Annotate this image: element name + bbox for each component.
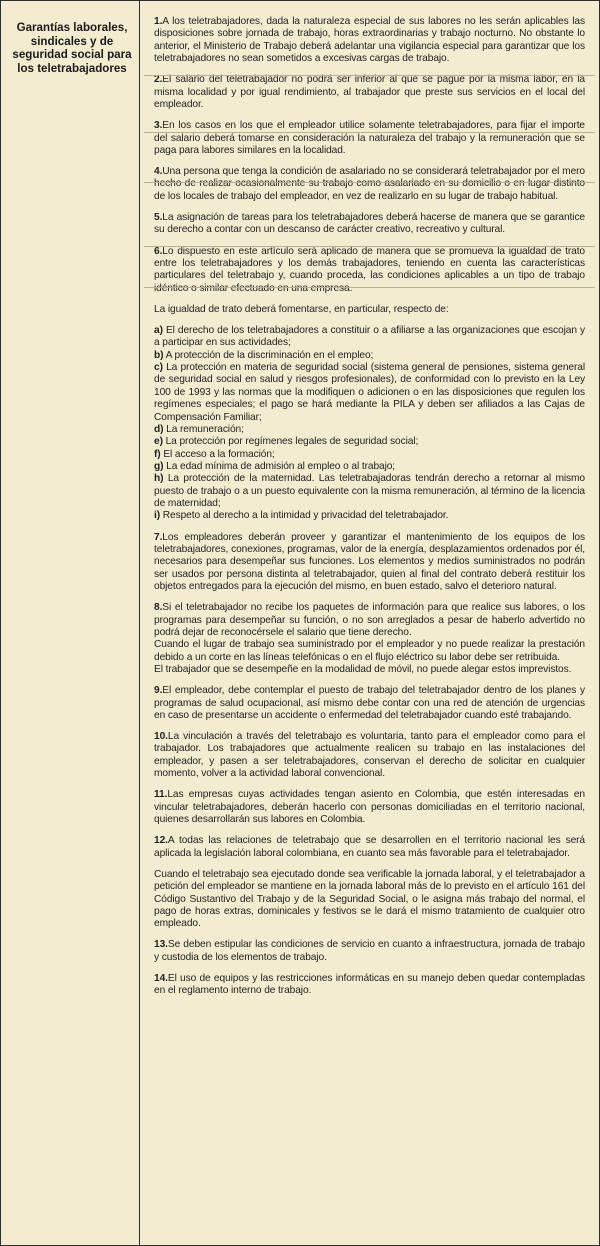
equality-list: [154, 325, 585, 523]
list-letter: b): [154, 349, 164, 361]
equality-intro: La igualdad de trato deberá fomentarse, en particular, respecto de:: [154, 303, 449, 315]
divider: [144, 75, 595, 76]
clause-text: Una persona que tenga la condición de asalariado no se considerará teletrabajador por el mero hecho de realizar ocasionalmente su trabajo como asalariado en su domicilio o en lugar distinto de los locales de trabajo del empleador, en vez de realizarlo en su lugar de trabajo habitual.: [154, 166, 585, 202]
clause-number: 5.: [154, 212, 163, 224]
clause-text: Se deben estipular las condiciones de servicio en cuanto a infraestructura, jornada de trabajo y custodia de los elementos de trabajo.: [154, 939, 585, 963]
clause-8-extra-1: Cuando el lugar de trabajo sea suministrado por el empleador y no puede realizar la prestación debido a un corte en las líneas telefónicas o en el flujo eléctrico su labor debe ser retribuida.: [154, 639, 585, 663]
clause-number: 7.: [154, 531, 163, 543]
clause-12: [154, 835, 585, 860]
list-item-e: [154, 436, 585, 448]
clause-text: El salario del teletrabajador no podrá ser inferior al que se pague por la misma labor, en la misma localidad y por igual rendimiento, al trabajador que preste sus servicios en el local del empleador.: [154, 74, 585, 110]
clause-number: 9.: [154, 685, 163, 697]
list-letter: d): [154, 423, 164, 435]
clause-9: [154, 685, 585, 722]
clause-14: [154, 973, 585, 998]
clause-8: [154, 602, 585, 676]
clause-text: Los empleadores deberán proveer y garantizar el mantenimiento de los equipos de los teletrabajadores, conexiones, programas, valor de la energía, desplazamientos ordenados por él, necesarios para desempeñar sus funciones. Los elementos y medios suministrados no podrán ser usados por persona distinta al teletrabajador, quien al final del contrato deberá restituir los objetos entregados para la ejecución del mismo, en buen estado, salvo el deterioro natural.: [154, 531, 585, 592]
list-letter: e): [154, 436, 163, 448]
list-text: La edad mínima de admisión al empleo o al trabajo;: [166, 460, 396, 472]
clause-text: El uso de equipos y las restricciones informáticas en su manejo deben quedar contempladas en el reglamento interno de trabajo.: [154, 973, 585, 997]
list-letter: a): [154, 325, 163, 337]
list-item-g: [154, 461, 585, 473]
list-item-i: [154, 510, 585, 522]
list-text: El derecho de los teletrabajadores a constituir o a afiliarse a las organizaciones que escojan y a participar en sus actividades;: [154, 325, 585, 349]
clause-11: [154, 789, 585, 826]
clause-number: 6.: [154, 245, 163, 257]
clause-4: [154, 166, 585, 203]
clause-2: [154, 74, 585, 111]
clause-number: 1.: [154, 16, 163, 27]
list-letter: f): [154, 448, 161, 460]
list-text: La protección de la maternidad. Las teletrabajadoras tendrán derecho a retornar al mismo puesto de trabajo o a un puesto equivalente con la misma remuneración, al término de la licencia de maternidad;: [154, 473, 585, 509]
list-item-b: [154, 350, 585, 362]
divider: [144, 287, 595, 288]
list-letter: h): [154, 473, 164, 485]
list-letter: i): [154, 510, 161, 522]
clause-12-extra: Cuando el teletrabajo sea ejecutado donde sea verificable la jornada laboral, y el teletrabajador a petición del empleador se mantiene en la jornada laboral más de lo previsto en el artículo 161 del Código Sustantivo del Trabajo y de la Seguridad Social, o le asigna más trabajo del normal, el pago de horas extras, dominicales y festivos se le dará el mismo tratamiento de cualquier otro empleado.: [154, 868, 585, 930]
section-title: Garantías laborales, sindicales y de seguridad social para los teletrabajadores: [12, 21, 132, 75]
clause-number: 11.: [154, 789, 168, 801]
clause-number: 3.: [154, 120, 163, 132]
clause-text: La asignación de tareas para los teletrabajadores deberá hacerse de manera que se garantice su derecho a contar con un descanso de carácter creativo, recreativo y cultural.: [154, 212, 585, 236]
list-text: A protección de la discriminación en el empleo;: [165, 349, 374, 361]
list-text: El acceso a la formación;: [163, 448, 275, 460]
clause-text: A todas las relaciones de teletrabajo que se desarrollen en el territorio nacional les será aplicada la legislación laboral colombiana, en cuanto sea más favorable para el teletrabajador.: [154, 835, 585, 859]
clause-text: Las empresas cuyas actividades tengan asiento en Colombia, que estén interesadas en vincular teletrabajadores, deberán hacerlo con personas domiciliadas en el territorio nacional, quienes desarrollarán sus labores en Colombia.: [154, 789, 585, 826]
clause-text: En los casos en los que el empleador utilice solamente teletrabajadores, para fijar el importe del salario deberá tomarse en consideración la naturaleza del trabajo y la remuneración que se paga para labores similares en la localidad.: [154, 120, 585, 156]
list-item-f: [154, 449, 585, 461]
list-item-h: [154, 473, 585, 510]
section-content-cell: [140, 1, 599, 1245]
list-text: La protección por regímenes legales de seguridad social;: [165, 436, 419, 448]
divider: [144, 246, 595, 247]
divider: [144, 182, 595, 183]
divider: [144, 132, 595, 133]
clause-text: Lo dispuesto en este artículo será aplicado de manera que se promueva la igualdad de trato entre los teletrabajadores y los demás trabajadores, teniendo en cuenta las características particulares del teletrabajo y, cuando proceda, las condiciones aplicables a un tipo de trabajo idéntico o similar efectuado en una empresa.: [154, 245, 585, 294]
clause-8-extra-2: El trabajador que se desempeñe en la modalidad de móvil, no puede alegar estos imprevistos.: [154, 663, 572, 675]
clause-1: [154, 16, 585, 65]
clause-number: 10.: [154, 731, 168, 743]
clause-13: [154, 939, 585, 964]
clause-number: 12.: [154, 835, 168, 847]
list-item-a: [154, 325, 585, 350]
clause-number: 4.: [154, 166, 163, 178]
list-letter: c): [154, 362, 163, 374]
clause-text: La vinculación a través del teletrabajo es voluntaria, tanto para el empleador como para el trabajador. Los trabajadores que actualmente realicen su trabajo en las instalaciones del empleador, y pasen a ser teletrabajadores, conservan el derecho de solicitar en cualquier momento, volver a la actividad laboral convencional.: [154, 731, 585, 780]
section-label-cell: [1, 1, 140, 1245]
list-text: Respeto al derecho a la intimidad y privacidad del teletrabajador.: [162, 510, 449, 522]
clause-5: [154, 212, 585, 237]
clause-number: 13.: [154, 939, 168, 951]
clause-number: 8.: [154, 602, 163, 614]
list-text: La remuneración;: [166, 423, 244, 435]
clause-number: 14.: [154, 973, 168, 985]
clause-7: [154, 532, 585, 594]
list-item-d: [154, 424, 585, 436]
clause-3: [154, 120, 585, 157]
list-letter: g): [154, 460, 164, 472]
clause-10: [154, 731, 585, 780]
list-text: La protección en materia de seguridad social (sistema general de pensiones, sistema general de seguridad social en salud y riesgos profesionales), de conformidad con lo previsto en la Ley 100 de 1993 y las normas que la modifiquen o adicionen o en las disposiciones que regulen los regímenes especiales; el pago se hará mediante la PILA y deben ser afiliados a las Cajas de Compensación Familiar;: [154, 362, 586, 423]
clause-text: Si el teletrabajador no recibe los paquetes de información para que realice sus labores, o los programas para desempeñar su función, o no son arreglados a pesar de haberlo advertido no podrá dejar de reconocérsele el salario que tiene derecho.: [154, 602, 585, 638]
list-item-c: [154, 362, 585, 424]
clause-text: A los teletrabajadores, dada la naturaleza especial de sus labores no les serán aplicables las disposiciones sobre jornada de trabajo, horas extraordinarias y trabajo nocturno. No obstante lo anterior, el Ministerio de Trabajo deberá adelantar una vigilancia especial para garantizar que los teletrabajadores no sean sometidos a excesivas cargas de trabajo.: [154, 16, 585, 65]
clause-number: 2.: [154, 74, 163, 86]
clause-text: El empleador, debe contemplar el puesto de trabajo del teletrabajador dentro de los planes y programas de salud ocupacional, así mismo debe contar con una red de atención de urgencias en caso de presentarse un accidente o enfermedad del teletrabajador cuando esté trabajando.: [154, 685, 585, 721]
